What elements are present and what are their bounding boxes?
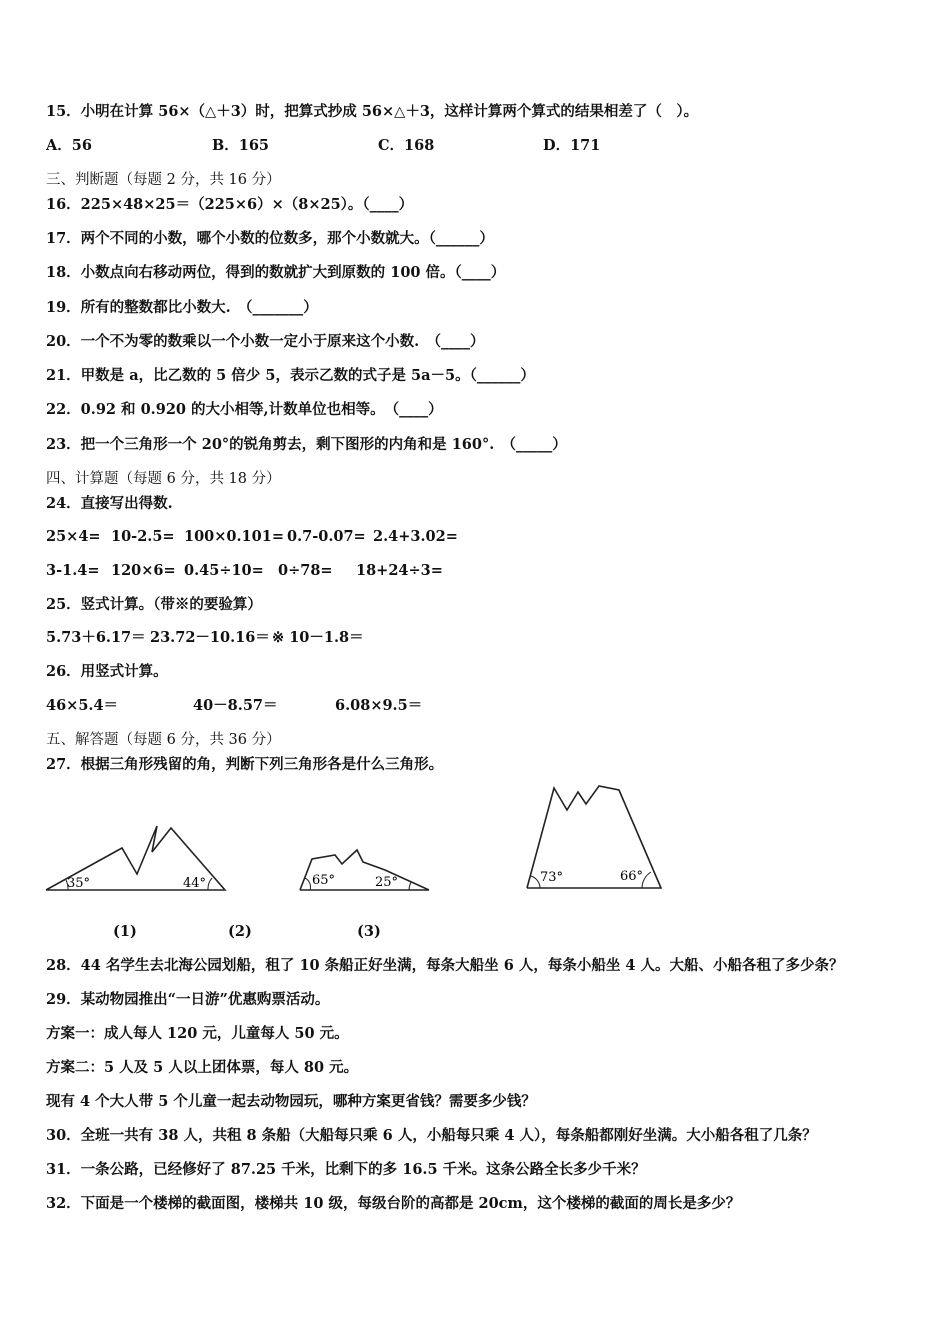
calc-item: 0.7-0.07= <box>287 528 366 545</box>
calc-item: 100×0.101= <box>184 528 284 545</box>
question-22: 22．0.92 和 0.920 的大小相等,计数单位也相等。 （____） <box>46 401 443 418</box>
question-18: 18．小数点向右移动两位，得到的数就扩大到原数的 100 倍。（____） <box>46 264 506 281</box>
calc-item: 46×5.4＝ <box>46 697 119 714</box>
calc-item: 0.45÷10= <box>184 562 264 579</box>
section-heading-judgement: 三、判断题（每题 2 分，共 16 分） <box>46 172 281 188</box>
figure-caption: (3) <box>357 923 381 940</box>
question-16: 16．225×48×25＝（225×6）×（8×25）。（____） <box>46 196 414 213</box>
angle-label: 73° <box>540 870 564 885</box>
figure-caption: (1) <box>113 923 137 940</box>
angle-label: 65° <box>312 873 336 888</box>
calc-item: 3-1.4= <box>46 562 100 579</box>
question-29-plan-1: 方案一：成人每人 120 元，儿童每人 50 元。 <box>46 1025 349 1042</box>
section-heading-solutions: 五、解答题（每题 6 分，共 36 分） <box>46 732 281 748</box>
question-31: 31．一条公路，已经修好了 87.25 千米，比剩下的多 16.5 千米。这条公路全长多少千米？ <box>46 1161 646 1178</box>
question-29: 29．某动物园推出“一日游”优惠购票活动。 <box>46 991 330 1008</box>
option-c[interactable]: C．168 <box>378 137 435 154</box>
calc-item: 18+24÷3= <box>356 562 443 579</box>
option-d[interactable]: D．171 <box>543 137 601 154</box>
angle-label: 35° <box>67 876 91 891</box>
calc-item: 2.4+3.02= <box>373 528 458 545</box>
question-26: 26．用竖式计算。 <box>46 663 168 680</box>
question-28: 28．44 名学生去北海公园划船，租了 10 条船正好坐满，每条大船坐 6 人，每条小船坐 4 人。大船、小船各租了多少条？ <box>46 957 844 974</box>
calc-item: 23.72－10.16＝ <box>150 629 270 646</box>
angle-label: 66° <box>620 869 644 884</box>
angle-label: 25° <box>375 875 399 890</box>
question-29-plan-2: 方案二：5 人及 5 人以上团体票，每人 80 元。 <box>46 1059 359 1076</box>
question-27: 27．根据三角形残留的角，判断下列三角形各是什么三角形。 <box>46 756 444 773</box>
section-heading-calculation: 四、计算题（每题 6 分，共 18 分） <box>46 471 281 487</box>
question-15: 15．小明在计算 56×（△＋3）时，把算式抄成 56×△＋3，这样计算两个算式的结果相差了（ ）。 <box>46 103 699 120</box>
broken-triangle-figure-2 <box>295 840 435 895</box>
calc-item: 10-2.5= <box>111 528 175 545</box>
question-32: 32．下面是一个楼梯的截面图，楼梯共 10 级，每级台阶的高都是 20cm，这个楼梯的截面的周长是多少？ <box>46 1195 741 1212</box>
calc-item: 25×4= <box>46 528 101 545</box>
calc-item: 0÷78= <box>278 562 333 579</box>
calc-item: 5.73＋6.17＝ <box>46 629 146 646</box>
question-19: 19．所有的整数都比小数大. （_______） <box>46 299 318 316</box>
question-20: 20．一个不为零的数乘以一个小数一定小于原来这个小数. （____） <box>46 333 485 350</box>
question-25: 25．竖式计算。（带※的要验算） <box>46 596 262 613</box>
question-21: 21．甲数是 a，比乙数的 5 倍少 5，表示乙数的式子是 5a－5。（______） <box>46 367 535 384</box>
calc-item: 40－8.57＝ <box>193 697 278 714</box>
question-23: 23．把一个三角形一个 20°的锐角剪去，剩下图形的内角和是 160°. （_____） <box>46 436 567 453</box>
question-24: 24．直接写出得数. <box>46 495 173 512</box>
angle-label: 44° <box>183 876 207 891</box>
option-b[interactable]: B．165 <box>212 137 270 154</box>
calc-item: ※ 10－1.8＝ <box>272 629 364 646</box>
option-a[interactable]: A．56 <box>46 137 92 154</box>
question-29-ask: 现有 4 个大人带 5 个儿童一起去动物园玩，哪种方案更省钱？需要多少钱？ <box>46 1093 536 1110</box>
question-17: 17．两个不同的小数，哪个小数的位数多，那个小数就大。（______） <box>46 230 494 247</box>
figure-caption: (2) <box>228 923 252 940</box>
question-30: 30．全班一共有 38 人，共租 8 条船（大船每只乘 6 人，小船每只乘 4 人），每条船都刚好坐满。大小船各租了几条？ <box>46 1127 817 1144</box>
calc-item: 6.08×9.5＝ <box>335 697 423 714</box>
calc-item: 120×6= <box>111 562 176 579</box>
broken-triangle-figure-1 <box>40 820 235 895</box>
broken-triangle-figure-3 <box>520 780 670 895</box>
